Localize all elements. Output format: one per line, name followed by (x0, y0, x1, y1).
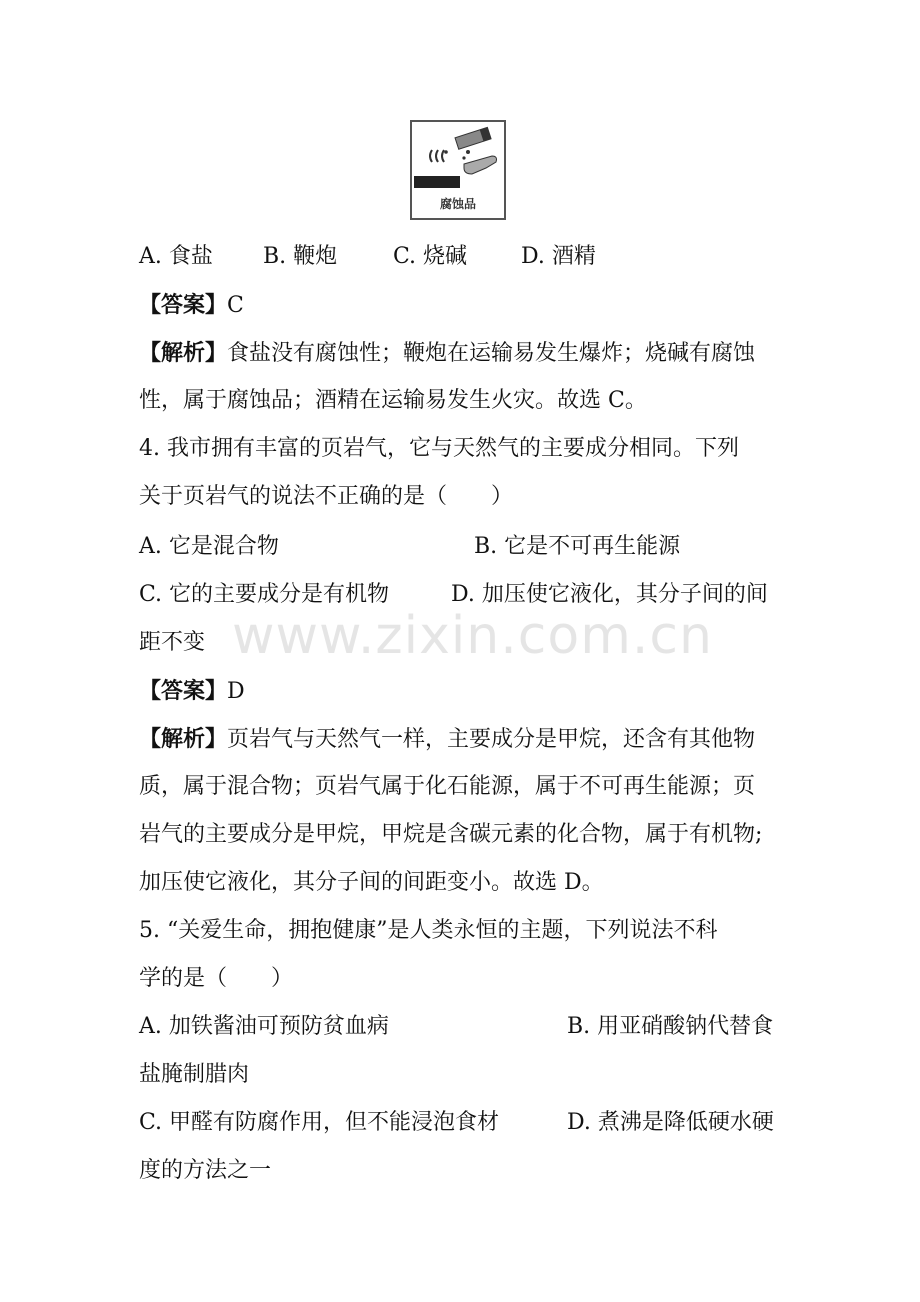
analysis-tag: 【解析】 (139, 726, 228, 752)
q5-option-c: C. 甲醛有防腐作用，但不能浸泡食材 (139, 1110, 500, 1135)
q5-option-b-cont: 盐腌制腊肉 (139, 1062, 250, 1087)
hazard-sign-label: 腐蚀品 (439, 197, 476, 211)
q4-analysis-line-3: 岩气的主要成分是甲烷，甲烷是含碳元素的化合物，属于有机物; (139, 822, 763, 847)
answer-value: C (227, 293, 244, 318)
q4-answer (139, 676, 245, 707)
q5-option-d-cont: 度的方法之一 (139, 1158, 272, 1183)
q3-option-c: C. 烧碱 (393, 244, 468, 269)
q3-analysis-line-1: 【解析】食盐没有腐蚀性；鞭炮在运输易发生爆炸；烧碱有腐蚀 (139, 340, 756, 366)
q4-stem-line-2: 关于页岩气的说法不正确的是（ ） (139, 484, 514, 509)
q4-stem-line-1: 4. 我市拥有丰富的页岩气，它与天然气的主要成分相同。下列 (139, 436, 739, 461)
q3-option-b: B. 鞭炮 (263, 244, 338, 269)
q4-option-c: C. 它的主要成分是有机物 (139, 582, 390, 607)
q5-option-b: B. 用亚硝酸钠代替食 (567, 1014, 774, 1039)
q5-option-a: A. 加铁酱油可预防贫血病 (139, 1014, 389, 1039)
q4-analysis-line-1: 【解析】页岩气与天然气一样，主要成分是甲烷，还含有其他物 (139, 726, 756, 752)
watermark: www.zixin.com.cn (232, 606, 713, 666)
answer-tag: 【答案】 (139, 292, 228, 318)
q4-option-d-cont: 距不变 (139, 630, 206, 655)
corrosive-hazard-icon (412, 122, 504, 196)
q5-stem-line-1: 5. “关爱生命，拥抱健康”是人类永恒的主题，下列说法不科 (139, 918, 718, 943)
q4-option-d: D. 加压使它液化，其分子间的间 (451, 582, 768, 607)
corrosive-hazard-sign (410, 120, 506, 220)
q4-analysis-line-2: 质，属于混合物；页岩气属于化石能源，属于不可再生能源；页 (139, 774, 756, 799)
answer-tag: 【答案】 (139, 678, 228, 704)
q4-analysis-line-4: 加压使它液化，其分子间的间距变小。故选 D。 (139, 870, 604, 895)
q3-analysis-line-2: 性，属于腐蚀品；酒精在运输易发生火灾。故选 C。 (139, 388, 647, 413)
q4-option-a: A. 它是混合物 (139, 534, 279, 559)
q3-option-a: A. 食盐 (139, 244, 213, 269)
q3-option-d: D. 酒精 (521, 244, 596, 269)
q5-option-d: D. 煮沸是降低硬水硬 (567, 1110, 774, 1135)
q3-answer (139, 290, 244, 321)
answer-value: D (227, 679, 245, 704)
q5-stem-line-2: 学的是（ ） (139, 966, 294, 991)
analysis-tag: 【解析】 (139, 340, 228, 366)
q4-option-b: B. 它是不可再生能源 (474, 534, 681, 559)
